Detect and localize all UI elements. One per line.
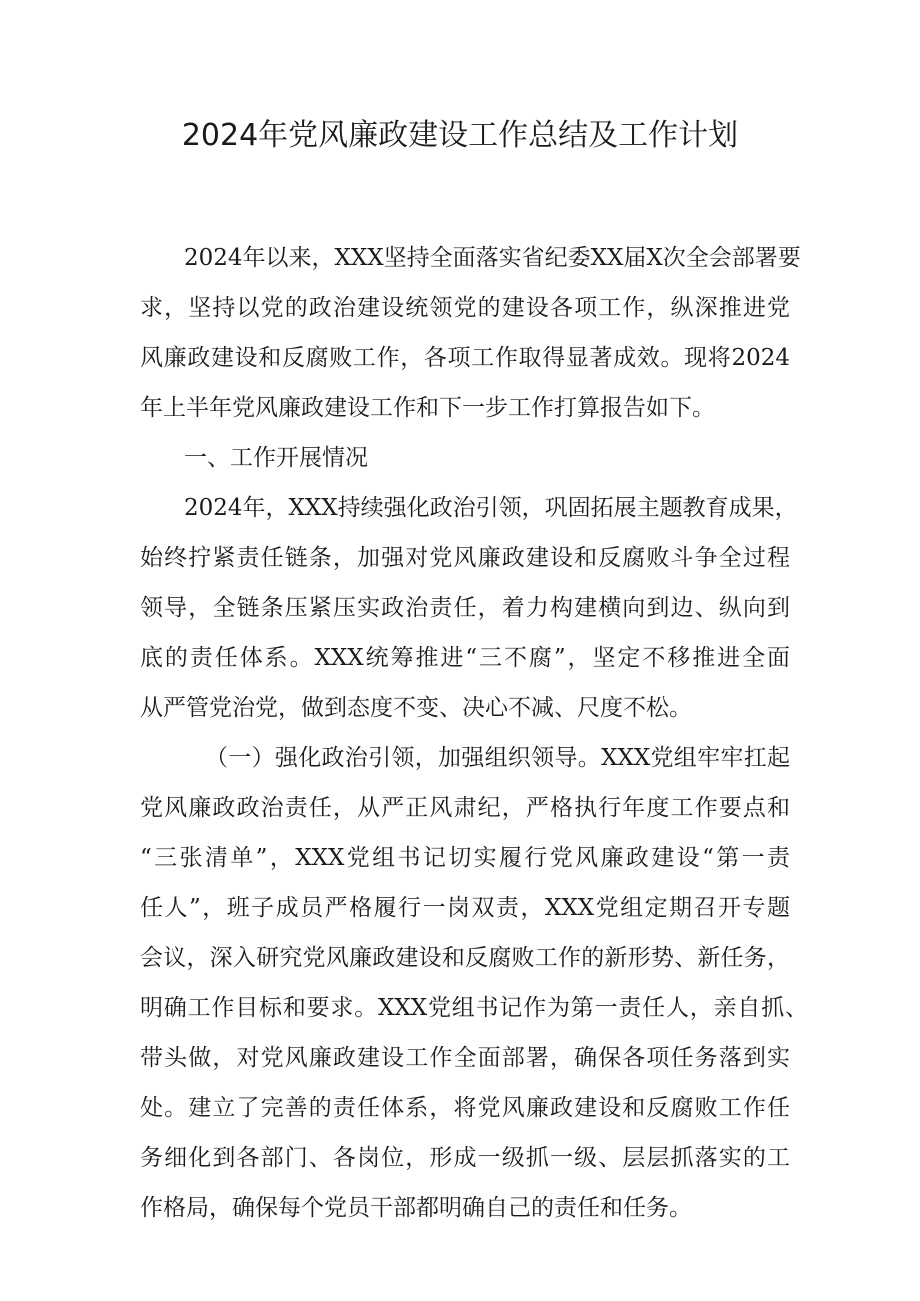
paragraph-line: 明确工作目标和要求。XXX党组书记作为第一责任人，亲自抓、 [140,995,808,1021]
paragraph-line: 始终拧紧责任链条，加强对党风廉政建设和反腐败斗争全过程 [140,545,790,571]
paragraph-line: 务细化到各部门、各岗位，形成一级抓一级、层层抓落实的工 [140,1145,790,1171]
paragraph-line: 任人”，班子成员严格履行一岗双责，XXX党组定期召开专题 [140,895,790,921]
paragraph-line: 2024年，XXX持续强化政治引领，巩固拓展主题教育成果， [184,495,798,521]
paragraph-line: 党风廉政政治责任，从严正风肃纪，严格执行年度工作要点和 [140,795,790,821]
paragraph-line: 处。建立了完善的责任体系，将党风廉政建设和反腐败工作任 [140,1095,790,1121]
section-heading: 一、工作开展情况 [184,445,368,471]
document-title: 2024年党风廉政建设工作总结及工作计划 [181,118,739,153]
paragraph-line: 带头做，对党风廉政建设工作全面部署，确保各项任务落到实 [140,1045,790,1071]
paragraph-line: 年上半年党风廉政建设工作和下一步工作打算报告如下。 [140,395,715,421]
paragraph-line: 作格局，确保每个党员干部都明确自己的责任和任务。 [140,1195,692,1221]
paragraph-line: 2024年以来，XXX坚持全面落实省纪委XX届X次全会部署要 [184,245,801,271]
paragraph-line: 风廉政建设和反腐败工作，各项工作取得显著成效。现将2024 [140,345,790,371]
paragraph-line: 从严管党治党，做到态度不变、决心不减、尺度不松。 [140,695,692,721]
subsection-heading-line: （一）强化政治引领，加强组织领导。XXX党组牢牢扛起 [205,745,790,771]
paragraph-line: “三张清单”，XXX党组书记切实履行党风廉政建设“第一责 [140,845,790,871]
paragraph-line: 底的责任体系。XXX统筹推进“三不腐”，坚定不移推进全面 [140,645,790,671]
paragraph-line: 求，坚持以党的政治建设统领党的建设各项工作，纵深推进党 [140,295,790,321]
paragraph-line: 领导，全链条压紧压实政治责任，着力构建横向到边、纵向到 [140,595,790,621]
paragraph-line: 会议，深入研究党风廉政建设和反腐败工作的新形势、新任务， [140,945,790,971]
